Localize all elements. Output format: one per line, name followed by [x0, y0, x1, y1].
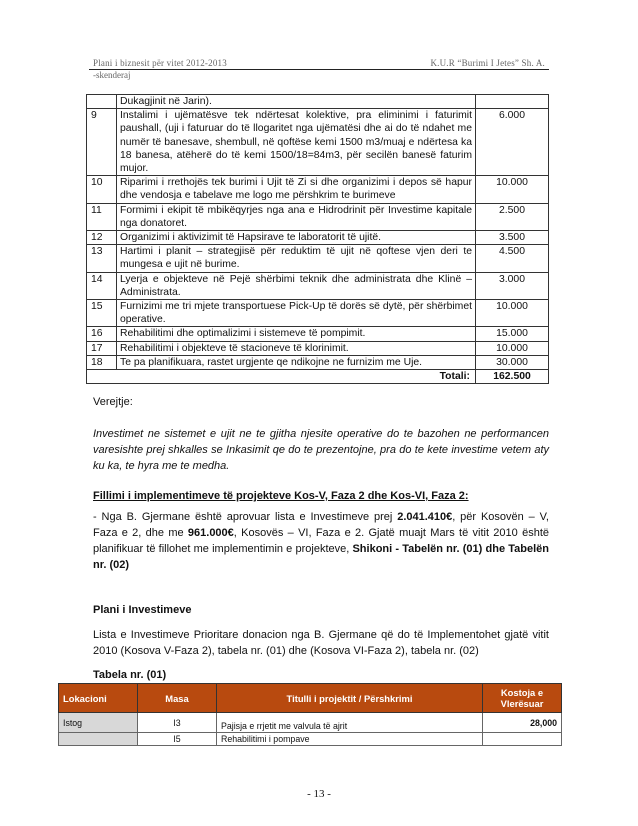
row-number: 16 — [87, 327, 117, 341]
col-header-location: Lokacioni — [59, 684, 138, 713]
row-description: Te pa planifikuara, rastet urgjente qe ndikojne ne furnizim me Uje. — [117, 355, 476, 369]
row-description: Organizimi i aktivizimit të Hapsirave te laboratorit të ujitë. — [117, 231, 476, 245]
row-cost: 10.000 — [476, 176, 549, 203]
row-number: 17 — [87, 341, 117, 355]
row-description: Instalimi i ujëmatësve tek ndërtesat kolektive, pra eliminimi i faturimit paushall, (uji i faturuar do të llogaritet nga ujëmatësi dhe ai do të ndahet me numër të banesave, shembull, në qoftëse kemi 1500 m3/muaj e ndërtesa ka 18 banesa, atëherë do të kemi 1500/18=84m3, për secilën banesë faturim mujor. — [117, 109, 476, 176]
row-number — [87, 95, 117, 109]
row-number: 13 — [87, 245, 117, 272]
row-number: 14 — [87, 272, 117, 299]
table-header-row — [59, 684, 562, 713]
row-cost: 2.500 — [476, 203, 549, 230]
table-reference: Shikoni - Tabelën nr. (01) dhe Tabelën nr. (02) — [93, 543, 549, 571]
cell-title: Pajisja e rrjetit me valvula të ajrit — [217, 713, 483, 733]
col-header-cost: Kostoja e Vlerësuar — [483, 684, 562, 713]
row-number: 18 — [87, 355, 117, 369]
investments-table — [86, 94, 549, 384]
cell-location: Istog — [59, 713, 138, 733]
cell-measure: I3 — [138, 713, 217, 733]
header-left-title: Plani i biznesit për vitet 2012-2013 — [93, 58, 227, 68]
row-number: 10 — [87, 176, 117, 203]
implementation-text-3: , Kosovës – VI, Faza e 2. Gjatë muajt Mars të vitit 2010 është planifikuar të fillohet me implementimin e projekteve, — [93, 527, 549, 555]
cell-location — [59, 733, 138, 746]
total-row — [87, 370, 549, 384]
plan-text: Lista e Investimeve Prioritare donacion nga B. Gjermane që do të Implementohet gjatë vitit 2010 (Kosova V-Faza 2), tabela nr. (01) dhe (Kosova VI-Faza 2), tabela nr. (02) — [93, 629, 549, 657]
note-title: Verejtje: — [93, 396, 133, 408]
row-description: Furnizimi me tri mjete transportuese Pick-Up të dorës së dytë, për shërbimet operative. — [117, 300, 476, 327]
row-number: 12 — [87, 231, 117, 245]
table-row — [87, 95, 549, 109]
row-cost: 10.000 — [476, 300, 549, 327]
row-cost: 15.000 — [476, 327, 549, 341]
row-cost: 6.000 — [476, 109, 549, 176]
row-number: 15 — [87, 300, 117, 327]
page-number: - 13 - — [307, 788, 331, 800]
priority-investments-body — [59, 713, 562, 746]
amount-kos-vi: 961.000€ — [187, 527, 234, 539]
col-header-title: Titulli i projektit / Përshkrimi — [217, 684, 483, 713]
row-description: Dukagjinit në Jarin). — [117, 95, 476, 109]
implementation-paragraph — [93, 509, 549, 573]
row-number: 11 — [87, 203, 117, 230]
header-company: K.U.R “Burimi I Jetes” Sh. A. — [430, 58, 545, 68]
row-cost: 3.000 — [476, 272, 549, 299]
row-description: Riparimi i rrethojës tek burimi i Ujit të Zi si dhe organizimi i depos së hapur dhe vendosja e tabelave me logo me përshkrim te burimeve — [117, 176, 476, 203]
plan-heading: Plani i Investimeve — [93, 604, 192, 616]
table-row — [87, 231, 549, 245]
table-row — [87, 245, 549, 272]
row-description: Hartimi i planit – strategjisë për reduktim të ujit në qoftese vjen deri te mungesa e ujit në burime. — [117, 245, 476, 272]
table-row — [87, 176, 549, 203]
row-description: Rehabilitimi dhe optimalizimi i sistemeve të pompimit. — [117, 327, 476, 341]
cell-title: Rehabilitimi i pompave — [217, 733, 483, 746]
table-row — [87, 300, 549, 327]
row-number: 9 — [87, 109, 117, 176]
table-row — [87, 327, 549, 341]
implementation-heading: Fillimi i implementimeve të projekteve Kos-V, Faza 2 dhe Kos-VI, Faza 2: — [93, 490, 469, 502]
cell-cost: 28,000 — [483, 713, 562, 733]
table-row — [59, 713, 562, 733]
cell-measure: I5 — [138, 733, 217, 746]
implementation-text-2: , për Kosovën – V, Faza e 2, dhe me — [93, 511, 549, 539]
amount-kos-v: 2.041.410€ — [397, 511, 453, 523]
table-row — [87, 341, 549, 355]
table-row — [87, 109, 549, 176]
row-cost: 30.000 — [476, 355, 549, 369]
table-row — [87, 203, 549, 230]
header-rule — [89, 69, 549, 70]
table-row — [87, 272, 549, 299]
total-value: 162.500 — [476, 370, 549, 384]
row-cost: 10.000 — [476, 341, 549, 355]
table-row — [87, 355, 549, 369]
table-caption: Tabela nr. (01) — [93, 669, 167, 681]
row-description: Lyerja e objekteve në Pejë shërbimi teknik dhe administrata dhe Klinë – Administrata. — [117, 272, 476, 299]
priority-investments-table — [58, 683, 562, 746]
header-left-subtitle: -skenderaj — [93, 70, 131, 80]
row-description: Formimi i ekipit të mbikëqyrjes nga ana e Hidrodrinit për Investime kapitale nga donatoret. — [117, 203, 476, 230]
row-cost — [476, 95, 549, 109]
implementation-text-1: - Nga B. Gjermane është aprovuar lista e Investimeve prej — [93, 511, 398, 523]
note-text: Investimet ne sistemet e ujit ne te gjitha njesite operative do te bazohen ne performancen varesishte prej shkalles se Inkasimit qe do te prezentojne, pra do te kete investime vetem aty ku ka, te hyra me te medha. — [93, 428, 549, 472]
investments-table-body — [87, 95, 549, 384]
table-row — [59, 733, 562, 746]
row-cost: 3.500 — [476, 231, 549, 245]
row-description: Rehabilitimi i objekteve të stacioneve të klorinimit. — [117, 341, 476, 355]
col-header-measure: Masa — [138, 684, 217, 713]
row-cost: 4.500 — [476, 245, 549, 272]
total-label: Totali: — [87, 370, 476, 384]
cell-cost — [483, 733, 562, 746]
